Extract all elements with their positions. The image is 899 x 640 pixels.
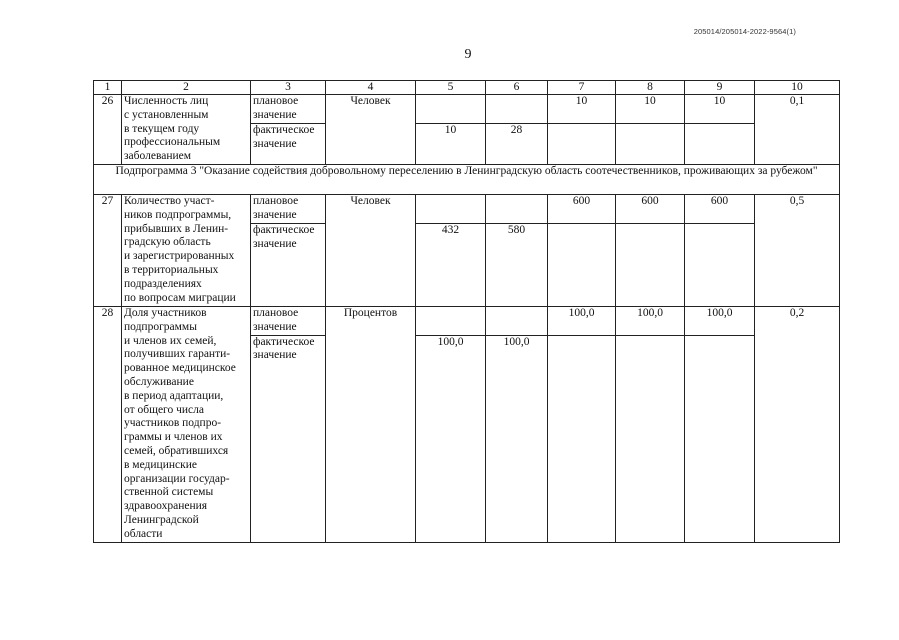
cell-5-plan	[416, 195, 486, 224]
unit-cell: Процентов	[326, 307, 416, 543]
cell-8-plan: 100,0	[616, 307, 685, 336]
cell-8-fact	[616, 224, 685, 307]
cell-6-plan	[486, 195, 548, 224]
row-number: 27	[94, 195, 122, 307]
subprogram-title: Подпрограмма 3 "Оказание содействия добровольному переселению в Ленинградскую область соотечественников, проживающих за рубежом"	[94, 165, 840, 195]
cell-6-plan	[486, 307, 548, 336]
cell-6-fact: 28	[486, 124, 548, 165]
cell-5-fact: 432	[416, 224, 486, 307]
indicator-name: Количество участ- ников подпрограммы, прибывших в Ленин- градскую область и зарегистрированных в территориальных подразделениях по вопросам миграции	[122, 195, 251, 307]
col-number-8: 8	[616, 81, 685, 95]
cell-8-fact	[616, 335, 685, 542]
table-row-27-plan	[94, 195, 840, 224]
cell-7-plan: 100,0	[548, 307, 616, 336]
indicator-name: Доля участников подпрограммы и членов их семей, получивших гаранти- рованное медицинское обслуживание в период адаптации, от общего числа участников подпро- граммы и членов их семей, обратившихся в медицинские организации государ- ственной системы здравоохранения Ленинградской области	[122, 307, 251, 543]
col-number-2: 2	[122, 81, 251, 95]
cell-7-fact	[548, 224, 616, 307]
cell-7-plan: 600	[548, 195, 616, 224]
cell-7-plan: 10	[548, 95, 616, 124]
document-id: 205014/205014-2022-9564(1)	[693, 27, 796, 36]
table-row-26-plan	[94, 95, 840, 124]
fact-value-label: фактическое значение	[251, 224, 326, 307]
column-number-row	[94, 81, 840, 95]
cell-7-fact	[548, 124, 616, 165]
col-number-1: 1	[94, 81, 122, 95]
cell-5-fact: 10	[416, 124, 486, 165]
plan-value-label: плановое значение	[251, 95, 326, 124]
plan-value-label: плановое значение	[251, 195, 326, 224]
cell-10: 0,2	[755, 307, 840, 543]
cell-5-fact: 100,0	[416, 335, 486, 542]
cell-6-plan	[486, 95, 548, 124]
cell-9-plan: 10	[685, 95, 755, 124]
plan-value-label: плановое значение	[251, 307, 326, 336]
unit-cell: Человек	[326, 95, 416, 165]
cell-8-fact	[616, 124, 685, 165]
cell-9-fact	[685, 224, 755, 307]
page-number: 9	[464, 47, 472, 62]
cell-6-fact: 580	[486, 224, 548, 307]
subprogram-row	[94, 165, 840, 195]
unit-cell: Человек	[326, 195, 416, 307]
cell-9-plan: 100,0	[685, 307, 755, 336]
col-number-10: 10	[755, 81, 840, 95]
col-number-7: 7	[548, 81, 616, 95]
cell-5-plan	[416, 307, 486, 336]
indicator-name: Численность лиц с установленным в текущем году профессиональным заболеванием	[122, 95, 251, 165]
cell-7-fact	[548, 335, 616, 542]
fact-value-label: фактическое значение	[251, 124, 326, 165]
cell-9-plan: 600	[685, 195, 755, 224]
cell-5-plan	[416, 95, 486, 124]
col-number-6: 6	[486, 81, 548, 95]
indicators-table	[93, 80, 840, 543]
col-number-5: 5	[416, 81, 486, 95]
cell-10: 0,5	[755, 195, 840, 307]
col-number-4: 4	[326, 81, 416, 95]
col-number-3: 3	[251, 81, 326, 95]
row-number: 26	[94, 95, 122, 165]
table-row-28-plan	[94, 307, 840, 336]
cell-10: 0,1	[755, 95, 840, 165]
fact-value-label: фактическое значение	[251, 335, 326, 542]
cell-9-fact	[685, 124, 755, 165]
cell-9-fact	[685, 335, 755, 542]
row-number: 28	[94, 307, 122, 543]
cell-8-plan: 600	[616, 195, 685, 224]
col-number-9: 9	[685, 81, 755, 95]
cell-8-plan: 10	[616, 95, 685, 124]
cell-6-fact: 100,0	[486, 335, 548, 542]
